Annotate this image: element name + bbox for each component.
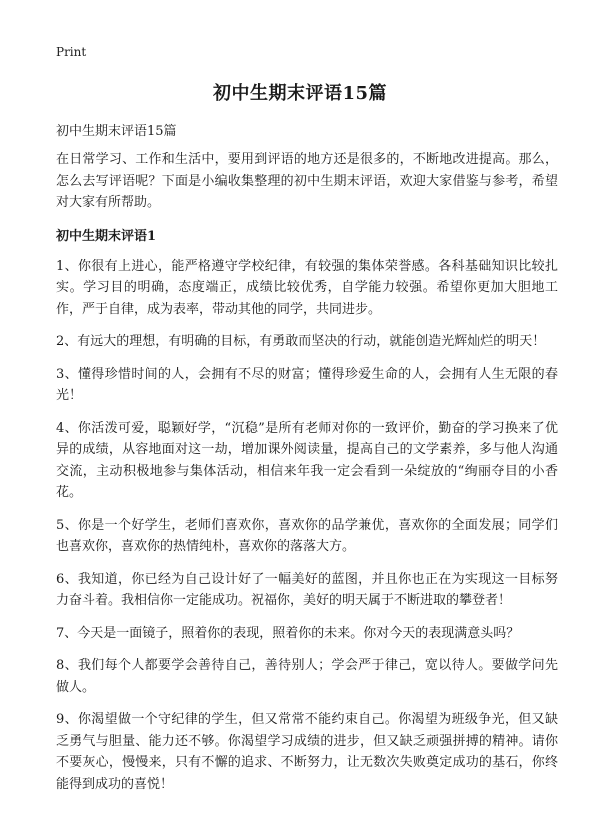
document-body — [56, 149, 558, 806]
page-title: 初中生期末评语15篇 — [212, 83, 388, 104]
comment-item-6: 6、我知道，你已经为自己设计好了一幅美好的蓝图，并且你也正在为实现这一目标努力奋斗着。我相信你一定能成功。祝福你，美好的明天属于不断进取的攀登者！ — [56, 571, 558, 608]
print-link[interactable]: Print — [56, 45, 87, 59]
comment-item-5: 5、你是一个好学生，老师们喜欢你，喜欢你的品学兼优，喜欢你的全面发展；同学们也喜欢你，喜欢你的热情纯朴，喜欢你的落落大方。 — [56, 517, 558, 554]
comment-item-2: 2、有远大的理想，有明确的目标，有勇敢而坚决的行动，就能创造光辉灿烂的明天！ — [56, 334, 546, 349]
section-heading: 初中生期末评语1 — [56, 228, 157, 244]
comment-item-9: 9、你渴望做一个守纪律的学生，但又常常不能约束自己。你渴望为班级争光，但又缺乏勇气与胆量、能力还不够。你渴望学习成绩的进步，但又缺乏顽强拼搏的精神。请你不要灰心，慢慢来，只有不懈的追求、不断努力，让无数次失败奠定成功的基石，你终能得到成功的喜悦！ — [56, 712, 558, 792]
comment-item-1: 1、你很有上进心，能严格遵守学校纪律，有较强的集体荣誉感。各科基础知识比较扎实。学习目的明确，态度端正，成绩比较优秀，自学能力较强。希望你更加大胆地工作，严于自律，成为表率，带动其他的同学，共同进步。 — [56, 258, 558, 317]
intro-paragraph: 在日常学习、工作和生活中，要用到评语的地方还是很多的，不断地改进提高。那么，怎么去写评语呢？下面是小编收集整理的初中生期末评语，欢迎大家借鉴与参考，希望对大家有所帮助。 — [56, 152, 558, 210]
comment-item-4: 4、你活泼可爱，聪颖好学，“沉稳”是所有老师对你的一致评价，勤奋的学习换来了优异的成绩，从容地面对这一劫，增加课外阅读量，提高自己的文学素养，多与他人沟通交流，主动积极地参与集体活动，相信来年我一定会看到一朵绽放的“绚丽夺目的小香花。 — [56, 420, 558, 500]
comment-item-3: 3、懂得珍惜时间的人，会拥有不尽的财富；懂得珍爱生命的人，会拥有人生无限的春光！ — [56, 366, 558, 403]
comment-item-8: 8、我们每个人都要学会善待自己，善待别人；学会严于律己，宽以待人。要做学问先做人。 — [56, 658, 558, 695]
document-subtitle: 初中生期末评语15篇 — [56, 124, 177, 139]
comment-item-7: 7、今天是一面镜子，照着你的表现，照着你的未来。你对今天的表现满意头吗？ — [56, 625, 520, 641]
